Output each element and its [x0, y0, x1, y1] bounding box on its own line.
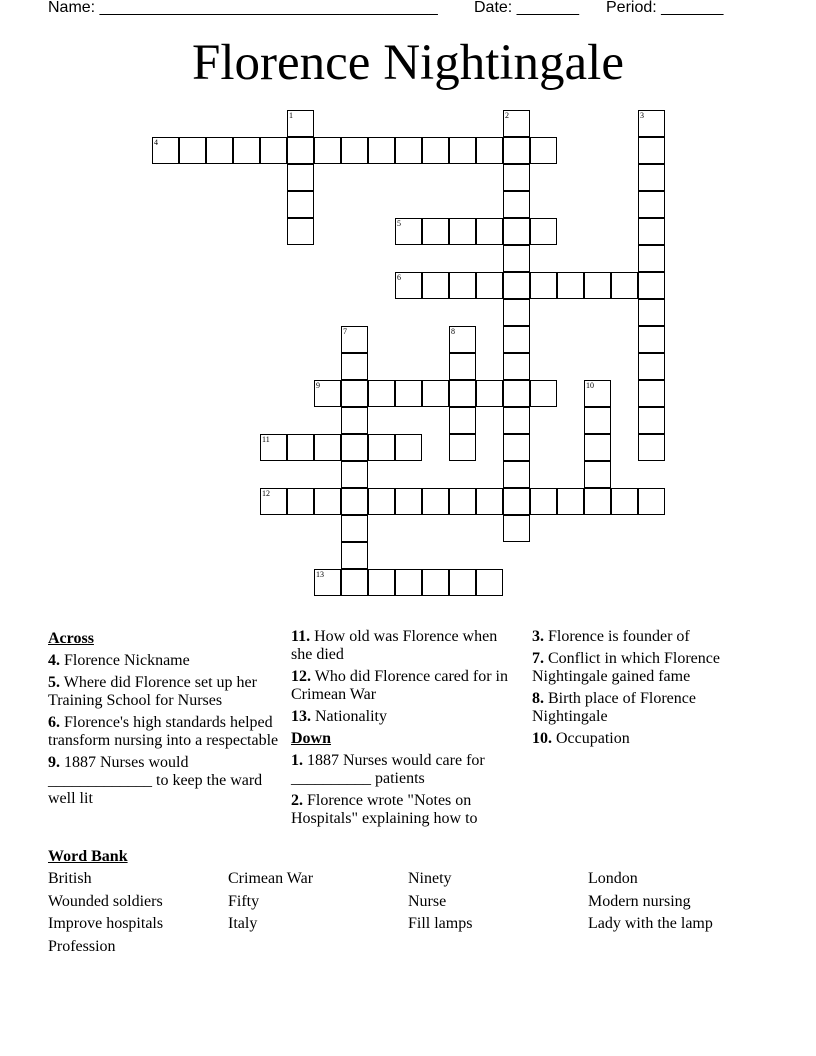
crossword-cell[interactable] — [341, 515, 368, 542]
crossword-cell[interactable] — [449, 326, 476, 353]
clue-item-text: Birth place of Florence Nightingale — [532, 690, 696, 725]
crossword-cell[interactable] — [422, 137, 449, 164]
clue-item — [48, 754, 280, 808]
word-bank-item: Modern nursing — [588, 892, 691, 910]
crossword-cell[interactable] — [287, 488, 314, 515]
crossword-cell[interactable] — [476, 488, 503, 515]
crossword-cell[interactable] — [530, 380, 557, 407]
crossword-cell[interactable] — [611, 488, 638, 515]
crossword-cell[interactable] — [422, 488, 449, 515]
word-bank-item: Lady with the lamp — [588, 915, 713, 932]
clue-number: 12 — [262, 489, 270, 498]
clue-number: 13 — [316, 570, 324, 579]
clue-item-number: 11. — [291, 628, 311, 645]
crossword-cell[interactable] — [530, 488, 557, 515]
crossword-cell[interactable] — [638, 218, 665, 245]
crossword-cell[interactable] — [557, 488, 584, 515]
crossword-cell[interactable] — [287, 164, 314, 191]
crossword-cell[interactable] — [395, 434, 422, 461]
crossword-cell[interactable] — [638, 488, 665, 515]
crossword-cell[interactable] — [422, 272, 449, 299]
crossword-cell[interactable] — [206, 137, 233, 164]
clue-number: 10 — [586, 381, 594, 390]
crossword-cell[interactable] — [368, 434, 395, 461]
clue-item — [48, 674, 280, 710]
crossword-cell[interactable] — [503, 461, 530, 488]
crossword-cell[interactable] — [341, 434, 368, 461]
crossword-cell[interactable] — [503, 245, 530, 272]
crossword-cell[interactable] — [503, 299, 530, 326]
crossword-cell[interactable] — [503, 110, 530, 137]
crossword-cell[interactable] — [476, 137, 503, 164]
clue-number: 7 — [343, 327, 347, 336]
crossword-cell[interactable] — [638, 191, 665, 218]
word-bank-item: Crimean War — [228, 870, 314, 887]
crossword-cell[interactable] — [530, 272, 557, 299]
crossword-cell[interactable] — [341, 407, 368, 434]
crossword-cell[interactable] — [557, 272, 584, 299]
crossword-cell[interactable] — [449, 218, 476, 245]
clue-number: 4 — [154, 138, 158, 147]
crossword-cell[interactable] — [503, 353, 530, 380]
crossword-cell[interactable] — [503, 272, 530, 299]
crossword-cell[interactable] — [503, 164, 530, 191]
crossword-cell[interactable] — [314, 569, 341, 596]
crossword-cell[interactable] — [287, 110, 314, 137]
crossword-cell[interactable] — [503, 380, 530, 407]
crossword-cell[interactable] — [503, 407, 530, 434]
crossword-cell[interactable] — [530, 137, 557, 164]
word-bank-heading: Word Bank — [48, 848, 128, 865]
clue-item-text: Who did Florence cared for in Crimean War — [291, 668, 508, 703]
clue-number: 11 — [262, 435, 270, 444]
crossword-cell[interactable] — [368, 137, 395, 164]
crossword-cell[interactable] — [638, 245, 665, 272]
crossword-cell[interactable] — [584, 272, 611, 299]
crossword-cell[interactable] — [287, 434, 314, 461]
crossword-cell[interactable] — [638, 380, 665, 407]
word-bank-item: Nurse — [408, 892, 447, 910]
crossword-cell[interactable] — [503, 191, 530, 218]
clue-item-number: 4. — [48, 652, 60, 669]
clue-item — [291, 668, 513, 704]
crossword-cell[interactable] — [449, 353, 476, 380]
clue-item — [532, 690, 764, 726]
crossword-cell[interactable] — [530, 218, 557, 245]
clue-item-number: 2. — [291, 792, 303, 809]
crossword-cell[interactable] — [314, 434, 341, 461]
clue-item-text: How old was Florence when she died — [291, 628, 498, 663]
clue-item — [532, 628, 764, 646]
clue-column-2 — [291, 628, 513, 832]
clue-item-number: 5. — [48, 674, 60, 691]
crossword-cell[interactable] — [341, 569, 368, 596]
crossword-cell[interactable] — [341, 326, 368, 353]
word-bank-item: Profession — [48, 937, 116, 955]
crossword-cell[interactable] — [260, 434, 287, 461]
clue-number: 3 — [640, 111, 644, 120]
period-field-label: Period: _______ — [606, 0, 724, 16]
crossword-cell[interactable] — [503, 326, 530, 353]
clue-item — [532, 650, 764, 686]
clue-item — [532, 730, 764, 748]
crossword-cell[interactable] — [503, 488, 530, 515]
clue-item-text: Florence wrote "Notes on Hospitals" explaining how to — [291, 792, 478, 827]
crossword-cell[interactable] — [503, 137, 530, 164]
clue-item-number: 1. — [291, 752, 303, 769]
word-bank-item: Fifty — [228, 892, 260, 910]
crossword-cell[interactable] — [638, 299, 665, 326]
name-field-label: Name: ______________________________________ — [48, 0, 438, 16]
crossword-cell[interactable] — [287, 218, 314, 245]
crossword-cell[interactable] — [638, 353, 665, 380]
clue-item-text: Florence is founder of — [544, 628, 690, 645]
crossword-cell[interactable] — [287, 191, 314, 218]
clue-number: 1 — [289, 111, 293, 120]
clue-item-number: 9. — [48, 754, 60, 771]
clue-item — [48, 714, 280, 750]
crossword-cell[interactable] — [449, 434, 476, 461]
clue-item-number: 7. — [532, 650, 544, 667]
word-bank-item: Improve hospitals — [48, 915, 164, 932]
crossword-cell[interactable] — [233, 137, 260, 164]
clue-item-number: 10. — [532, 730, 552, 747]
crossword-cell[interactable] — [584, 434, 611, 461]
crossword-cell[interactable] — [314, 488, 341, 515]
clue-item-text: Where did Florence set up her Training School for Nurses — [48, 674, 257, 709]
crossword-cell[interactable] — [449, 569, 476, 596]
clue-column-3 — [532, 628, 764, 752]
crossword-cell[interactable] — [476, 569, 503, 596]
crossword-cell[interactable] — [341, 137, 368, 164]
crossword-cell[interactable] — [476, 218, 503, 245]
crossword-cell[interactable] — [395, 218, 422, 245]
word-bank — [48, 846, 768, 970]
crossword-cell[interactable] — [341, 488, 368, 515]
clue-item-text: Conflict in which Florence Nightingale gained fame — [532, 650, 720, 685]
clue-item-number: 12. — [291, 668, 311, 685]
clue-number: 5 — [397, 219, 401, 228]
word-bank-list — [48, 870, 768, 970]
clue-number: 9 — [316, 381, 320, 390]
clue-item-text: 1887 Nurses would _____________ to keep the ward well lit — [48, 754, 263, 807]
clue-item-number: 13. — [291, 708, 311, 725]
date-field-label: Date: _______ — [474, 0, 579, 16]
clue-column-1 — [48, 628, 280, 812]
crossword-cell[interactable] — [287, 137, 314, 164]
crossword-cell[interactable] — [422, 569, 449, 596]
crossword-cell[interactable] — [395, 272, 422, 299]
crossword-cell[interactable] — [341, 542, 368, 569]
crossword-cell[interactable] — [638, 110, 665, 137]
crossword-cell[interactable] — [638, 407, 665, 434]
clue-number: 6 — [397, 273, 401, 282]
crossword-cell[interactable] — [584, 380, 611, 407]
crossword-cell[interactable] — [260, 137, 287, 164]
clue-item-number: 6. — [48, 714, 60, 731]
crossword-cell[interactable] — [260, 488, 287, 515]
crossword-cell[interactable] — [341, 353, 368, 380]
clue-item-text: Florence's high standards helped transform nursing into a respectable — [48, 714, 279, 749]
word-bank-item: Fill lamps — [408, 915, 473, 932]
clue-item — [291, 752, 513, 788]
clue-item — [291, 792, 513, 828]
clue-number: 8 — [451, 327, 455, 336]
crossword-cell[interactable] — [449, 407, 476, 434]
crossword-cell[interactable] — [584, 488, 611, 515]
crossword-cell[interactable] — [476, 272, 503, 299]
crossword-cell[interactable] — [314, 137, 341, 164]
clue-item-text: Occupation — [552, 730, 630, 747]
crossword-cell[interactable] — [368, 380, 395, 407]
crossword-cell[interactable] — [638, 434, 665, 461]
word-bank-item: Ninety — [408, 870, 452, 887]
crossword-cell[interactable] — [395, 488, 422, 515]
page-title: Florence Nightingale — [192, 35, 624, 91]
clue-item-number: 3. — [532, 628, 544, 645]
crossword-cell[interactable] — [395, 380, 422, 407]
clue-item-number: 8. — [532, 690, 544, 707]
crossword-cell[interactable] — [449, 272, 476, 299]
crossword-cell[interactable] — [449, 380, 476, 407]
crossword-cell[interactable] — [638, 137, 665, 164]
word-bank-item: Italy — [228, 915, 258, 932]
crossword-cell[interactable] — [476, 380, 503, 407]
crossword-cell[interactable] — [179, 137, 206, 164]
clue-item-text: Florence Nickname — [60, 652, 190, 669]
crossword-cell[interactable] — [395, 569, 422, 596]
crossword-cell[interactable] — [152, 137, 179, 164]
crossword-cell[interactable] — [314, 380, 341, 407]
clue-item — [291, 708, 513, 726]
crossword-cell[interactable] — [341, 380, 368, 407]
clue-section-heading: Down — [291, 730, 332, 747]
clue-item — [48, 652, 280, 670]
crossword-cell[interactable] — [368, 488, 395, 515]
crossword-cell[interactable] — [422, 218, 449, 245]
crossword-cell[interactable] — [449, 137, 476, 164]
crossword-cell[interactable] — [584, 461, 611, 488]
word-bank-item: British — [48, 870, 92, 887]
crossword-cell[interactable] — [611, 272, 638, 299]
crossword-cell[interactable] — [395, 137, 422, 164]
clue-number: 2 — [505, 111, 509, 120]
crossword-cell[interactable] — [503, 515, 530, 542]
clue-item-text: 1887 Nurses would care for __________ patients — [291, 752, 485, 787]
crossword-cell[interactable] — [638, 272, 665, 299]
word-bank-item: London — [588, 870, 638, 887]
crossword-cell[interactable] — [638, 164, 665, 191]
crossword-cell[interactable] — [341, 461, 368, 488]
crossword-cell[interactable] — [503, 434, 530, 461]
clue-section-heading: Across — [48, 630, 94, 647]
crossword-cell[interactable] — [638, 326, 665, 353]
clue-item — [291, 628, 513, 664]
word-bank-item: Wounded soldiers — [48, 892, 163, 910]
crossword-cell[interactable] — [449, 488, 476, 515]
crossword-cell[interactable] — [503, 218, 530, 245]
crossword-cell[interactable] — [584, 407, 611, 434]
clue-item-text: Nationality — [311, 708, 387, 725]
crossword-cell[interactable] — [422, 380, 449, 407]
crossword-cell[interactable] — [368, 569, 395, 596]
